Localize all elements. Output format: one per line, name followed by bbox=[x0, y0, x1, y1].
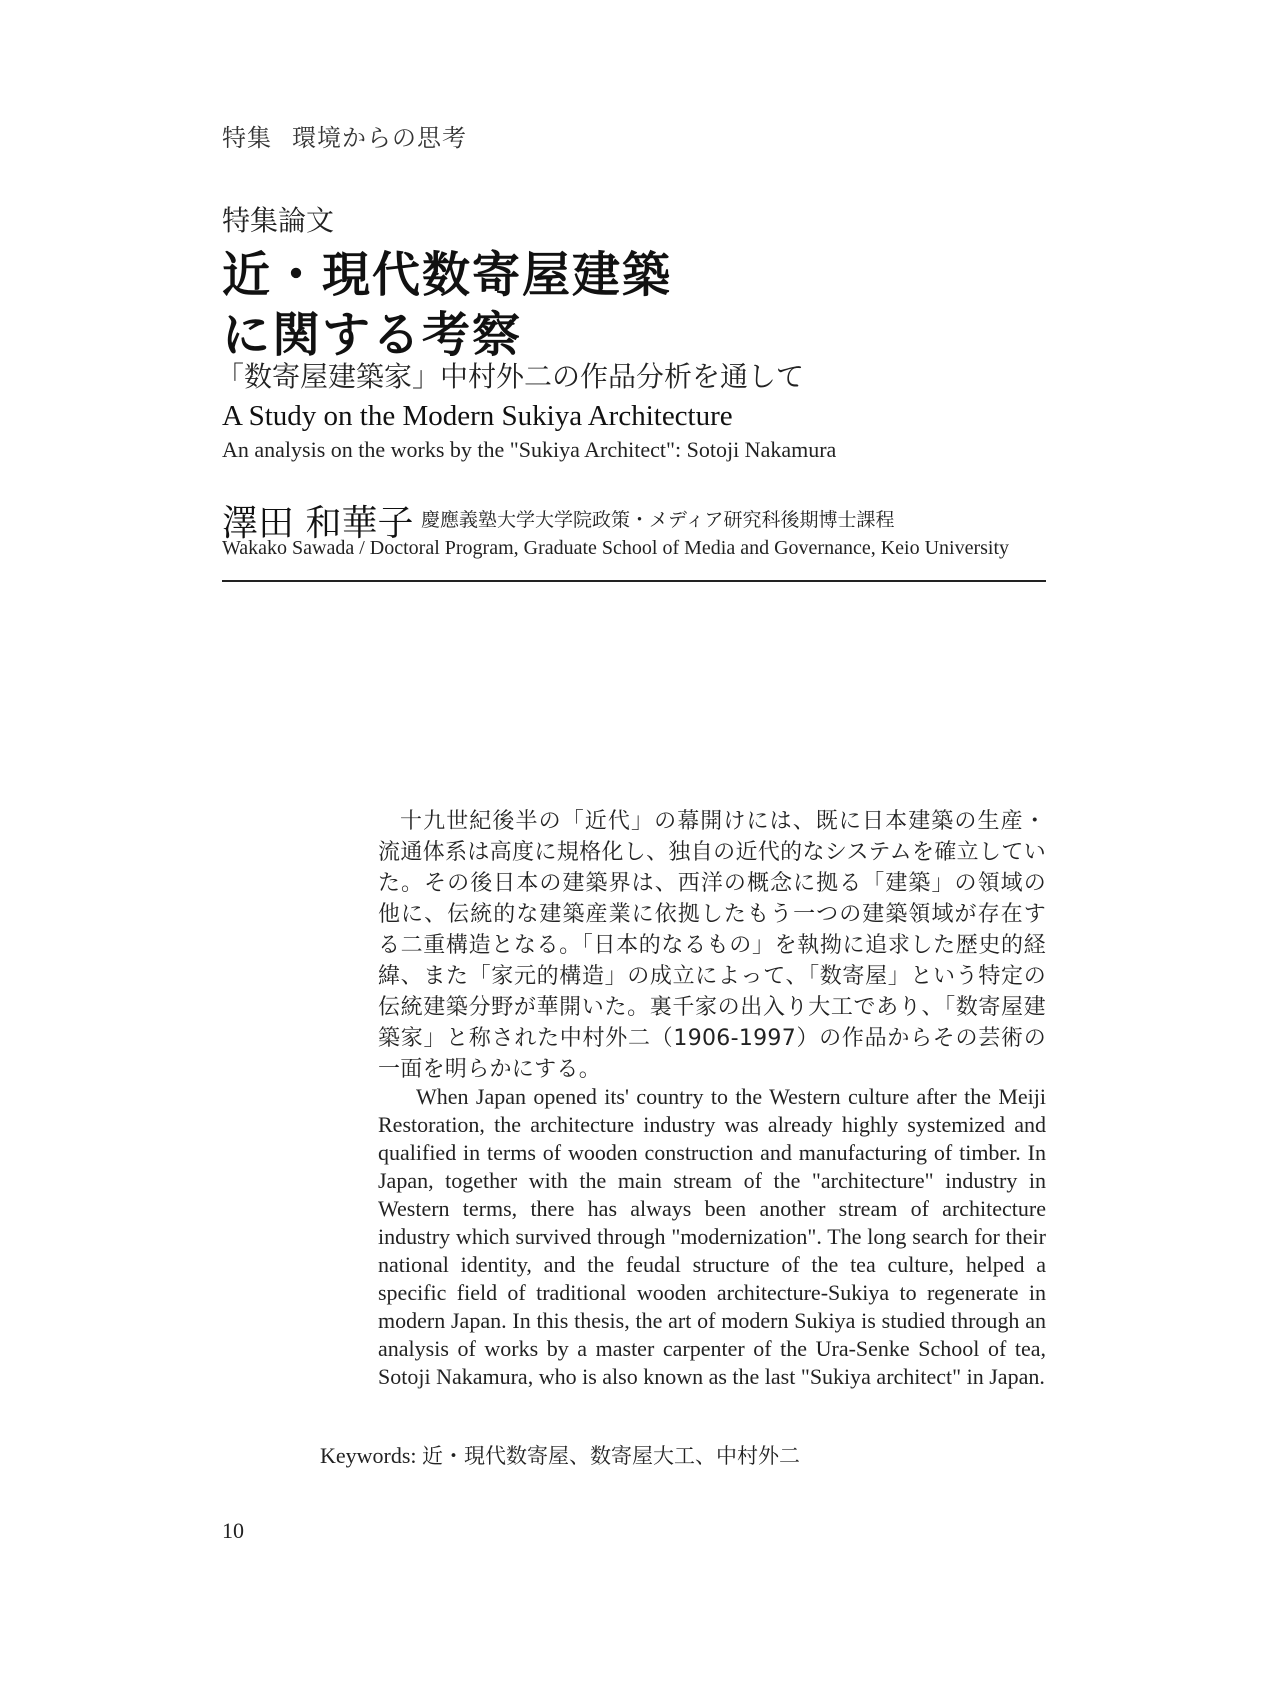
abstract-en: When Japan opened its' country to the Western culture after the Meiji Restoration, the architecture industry was already highly systemized and qualified in terms of wooden construction and manufacturing of timber. In Japan, together with the main stream of the "architecture" industry in Western terms, there has always been another stream of architecture industry which survived through "modernization". The long search for their national identity, and the feudal structure of the tea culture, helped a specific field of traditional wooden architecture-Sukiya to regenerate in modern Japan. In this thesis, the art of modern Sukiya is studied through an analysis of works by a master carpenter of the Ura-Senke School of tea, Sotoji Nakamura, who is also known as the last "Sukiya architect" in Japan. bbox=[378, 1084, 1046, 1389]
subtitle-ja: 「数寄屋建築家」中村外二の作品分析を通して bbox=[216, 360, 805, 393]
keywords-label: Keywords: bbox=[320, 1443, 417, 1468]
subtitle-en: An analysis on the works by the "Sukiya Architect": Sotoji Nakamura bbox=[222, 437, 837, 462]
running-header bbox=[222, 118, 467, 153]
title-en: A Study on the Modern Sukiya Architecture bbox=[222, 400, 733, 432]
section-title: 環境からの思考 bbox=[292, 124, 467, 152]
author-name-ja: 澤田 和華子 bbox=[222, 503, 414, 544]
article-type: 特集論文 bbox=[222, 204, 335, 237]
title-divider bbox=[222, 580, 1046, 582]
title-ja-line1: 近・現代数寄屋建築 bbox=[222, 247, 673, 303]
author-affiliation-ja: 慶應義塾大学大学院政策・メディア研究科後期博士課程 bbox=[421, 509, 895, 531]
abstract-ja: 十九世紀後半の「近代」の幕開けには、既に日本建築の生産・流通体系は高度に規格化し、独自の近代的なシステムを確立していた。その後日本の建築界は、西洋の概念に拠る「建築」の領域の他に、伝統的な建築産業に依拠したもう一つの建築領域が存在する二重構造となる。「日本的なるもの」を執拗に追求した歴史的経緯、また「家元的構造」の成立によって、「数寄屋」という特定の伝統建築分野が華開いた。裏千家の出入り大工であり、「数寄屋建築家」と称された中村外二（1906-1997）の作品からその芸術の一面を明らかにする。 bbox=[378, 809, 1046, 1082]
author-affiliation-en: Wakako Sawada / Doctoral Program, Graduate School of Media and Governance, Keio University bbox=[222, 537, 1010, 559]
section-label: 特集 bbox=[222, 124, 272, 152]
keywords bbox=[320, 1440, 800, 1470]
keywords-values: 近・現代数寄屋、数寄屋大工、中村外二 bbox=[422, 1444, 801, 1468]
title-ja-line2: に関する考察 bbox=[222, 307, 523, 363]
page-number: 10 bbox=[222, 1518, 244, 1543]
